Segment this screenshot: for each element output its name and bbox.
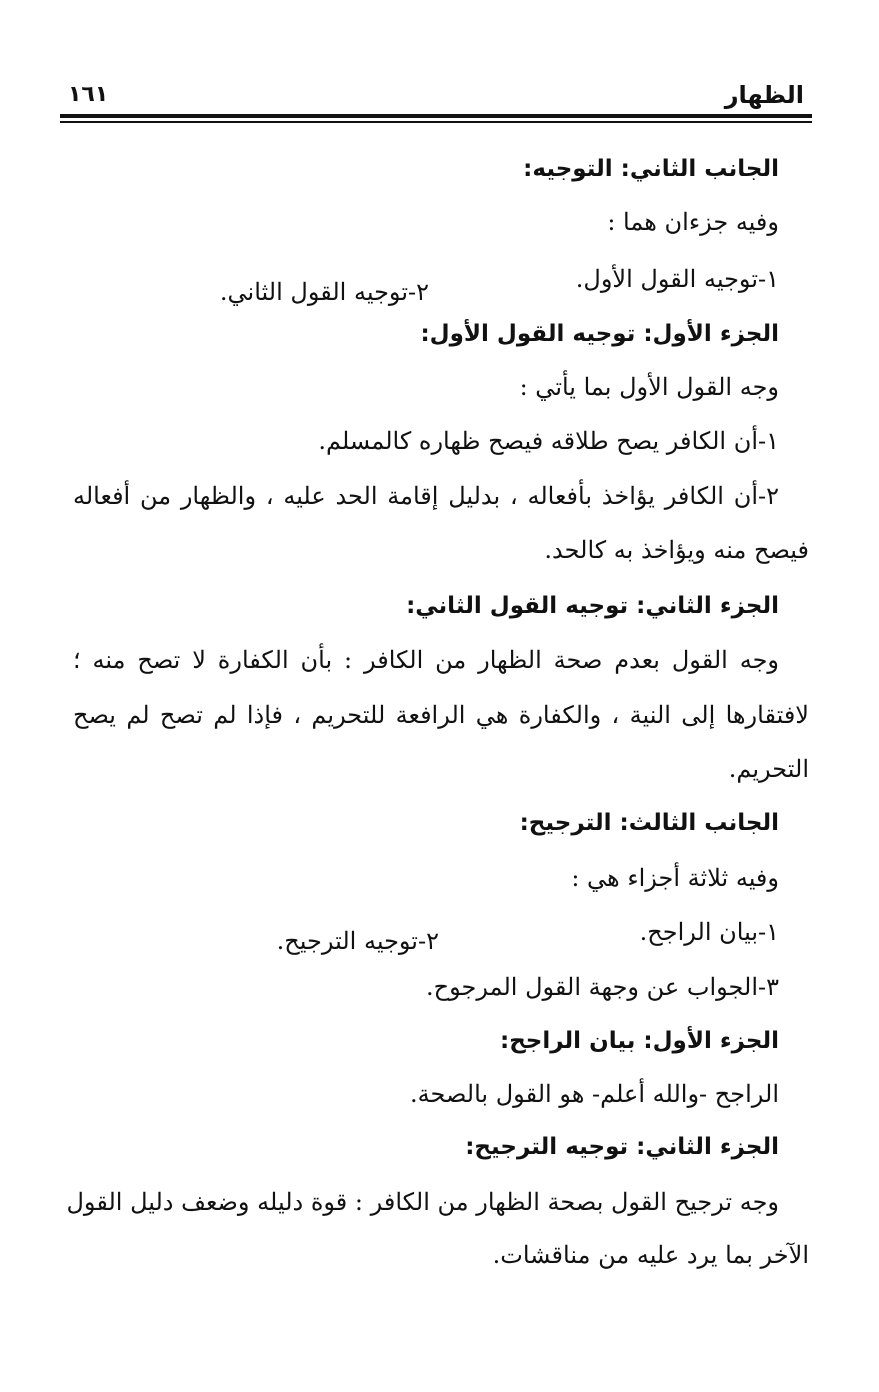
part-one-point-2-line-2: فيصح منه ويؤاخذ به كالحد.	[544, 536, 809, 564]
running-head-title: الظهار	[724, 81, 804, 109]
header-rule-thick	[60, 114, 812, 118]
page-number: ١٦١	[68, 82, 109, 107]
side-two-item-2: ٢-توجيه القول الثاني.	[219, 278, 429, 306]
part-one-point-2-line-1: ٢-أن الكافر يؤاخذ بأفعاله ، بدليل إقامة الحد عليه ، والظهار من أفعاله	[73, 482, 779, 510]
side-three-intro: وفيه ثلاثة أجزاء هي :	[571, 864, 779, 892]
part-one-point-1: ١-أن الكافر يصح طلاقه فيصح ظهاره كالمسلم.	[318, 427, 779, 455]
header-rule-thin	[60, 121, 812, 123]
heading-side-three: الجانب الثالث: الترجيح:	[519, 810, 779, 836]
heading-part-one-b: الجزء الأول: بيان الراجح:	[500, 1028, 779, 1054]
reason-line-1: وجه ترجيح القول بصحة الظهار من الكافر : قوة دليله وضعف دليل القول	[66, 1188, 779, 1216]
heading-side-two: الجانب الثاني: التوجيه:	[523, 156, 779, 182]
side-three-item-3: ٣-الجواب عن وجهة القول المرجوح.	[425, 973, 779, 1001]
part-two-line-3: التحريم.	[728, 755, 809, 783]
side-three-item-2: ٢-توجيه الترجيح.	[276, 927, 439, 955]
part-two-line-1: وجه القول بعدم صحة الظهار من الكافر : بأن الكفارة لا تصح منه ؛	[73, 646, 779, 674]
side-three-item-1: ١-بيان الراجح.	[639, 918, 779, 946]
page-header	[60, 74, 812, 124]
heading-part-two: الجزء الثاني: توجيه القول الثاني:	[406, 593, 779, 619]
heading-part-one: الجزء الأول: توجيه القول الأول:	[420, 321, 779, 347]
heading-part-two-b: الجزء الثاني: توجيه الترجيح:	[465, 1134, 779, 1160]
part-two-line-2: لافتقارها إلى النية ، والكفارة هي الرافعة للتحريم ، فإذا لم تصح لم يصح	[73, 701, 809, 729]
side-two-item-1: ١-توجيه القول الأول.	[575, 265, 779, 293]
reason-line-2: الآخر بما يرد عليه من مناقشات.	[492, 1241, 809, 1269]
preferred-opinion: الراجح -والله أعلم- هو القول بالصحة.	[410, 1080, 779, 1108]
part-one-intro: وجه القول الأول بما يأتي :	[519, 373, 779, 401]
side-two-intro: وفيه جزءان هما :	[607, 208, 779, 236]
